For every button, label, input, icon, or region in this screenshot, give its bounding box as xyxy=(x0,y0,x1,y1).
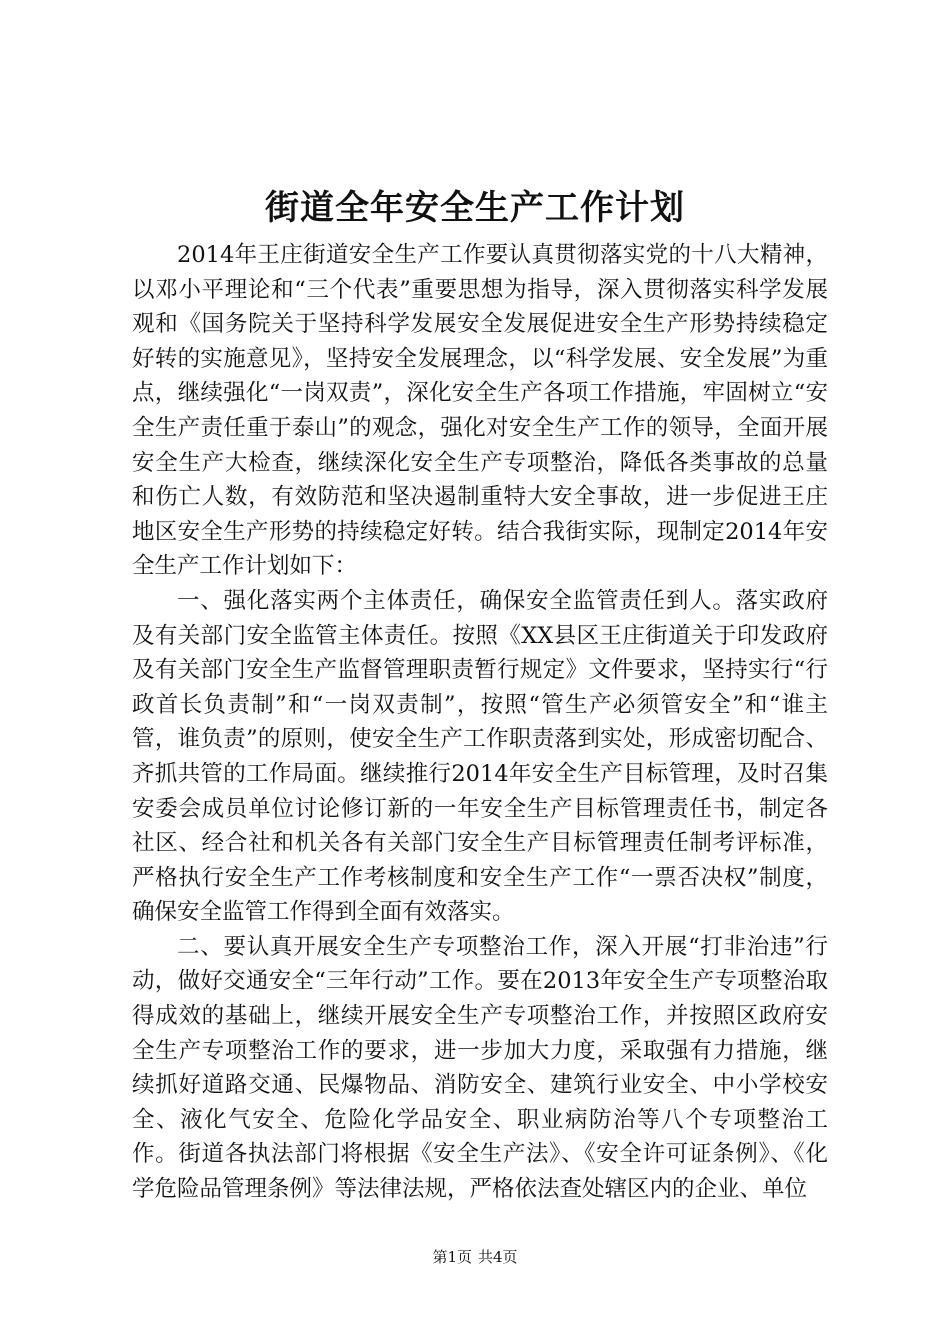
document-body xyxy=(132,238,828,1207)
section-two-paragraph: 二、要认真开展安全生产专项整治工作，深入开展“打非治违”行动，做好交通安全“三年行动”工作。要在2013年安全生产专项整治取得成效的基础上，继续开展安全生产专项整治工作，并按照区政府安全生产专项整治工作的要求，进一步加大力度，采取强有力措施，继续抓好道路交通、民爆物品、消防安全、建筑行业安全、中小学校安全、液化气安全、危险化学品安全、职业病防治等八个专项整治工作。街道各执法部门将根据《安全生产法》、《安全许可证条例》、《化学危险品管理条例》等法律法规，严格依法查处辖区内的企业、单位 xyxy=(132,933,828,1203)
page-number: 第1页 xyxy=(432,1248,472,1266)
document-title: 街道全年安全生产工作计划 xyxy=(265,188,685,228)
section-one-paragraph: 一、强化落实两个主体责任，确保安全监管责任到人。落实政府及有关部门安全监管主体责任。按照《XX县区王庄街道关于印发政府及有关部门安全生产监督管理职责暂行规定》文件要求，坚持实行“行政首长负责制”和“一岗双责制”，按照“管生产必须管安全”和“谁主管，谁负责”的原则，使安全生产工作职责落到实处，形成密切配合、齐抓共管的工作局面。继续推行2014年安全生产目标管理，及时召集安委会成员单位讨论修订新的一年安全生产目标管理责任书，制定各社区、经合社和机关各有关部门安全生产目标管理责任制考评标准，严格执行安全生产工作考核制度和安全生产工作“一票否决权”制度，确保安全监管工作得到全面有效落实。 xyxy=(132,587,828,926)
page-footer xyxy=(0,1247,950,1267)
page-total: 共4页 xyxy=(478,1248,518,1266)
intro-paragraph: 2014年王庄街道安全生产工作要认真贯彻落实党的十八大精神，以邓小平理论和“三个代表”重要思想为指导，深入贯彻落实科学发展观和《国务院关于坚持科学发展安全发展促进安全生产形势持续稳定好转的实施意见》，坚持安全发展理念，以“科学发展、安全发展”为重点，继续强化“一岗双责”，深化安全生产各项工作措施，牢固树立“安全生产责任重于泰山”的观念，强化对安全生产工作的领导，全面开展安全生产大检查，继续深化安全生产专项整治，降低各类事故的总量和伤亡人数，有效防范和坚决遏制重特大安全事故，进一步促进王庄地区安全生产形势的持续稳定好转。结合我街实际，现制定2014年安全生产工作计划如下： xyxy=(132,242,828,580)
